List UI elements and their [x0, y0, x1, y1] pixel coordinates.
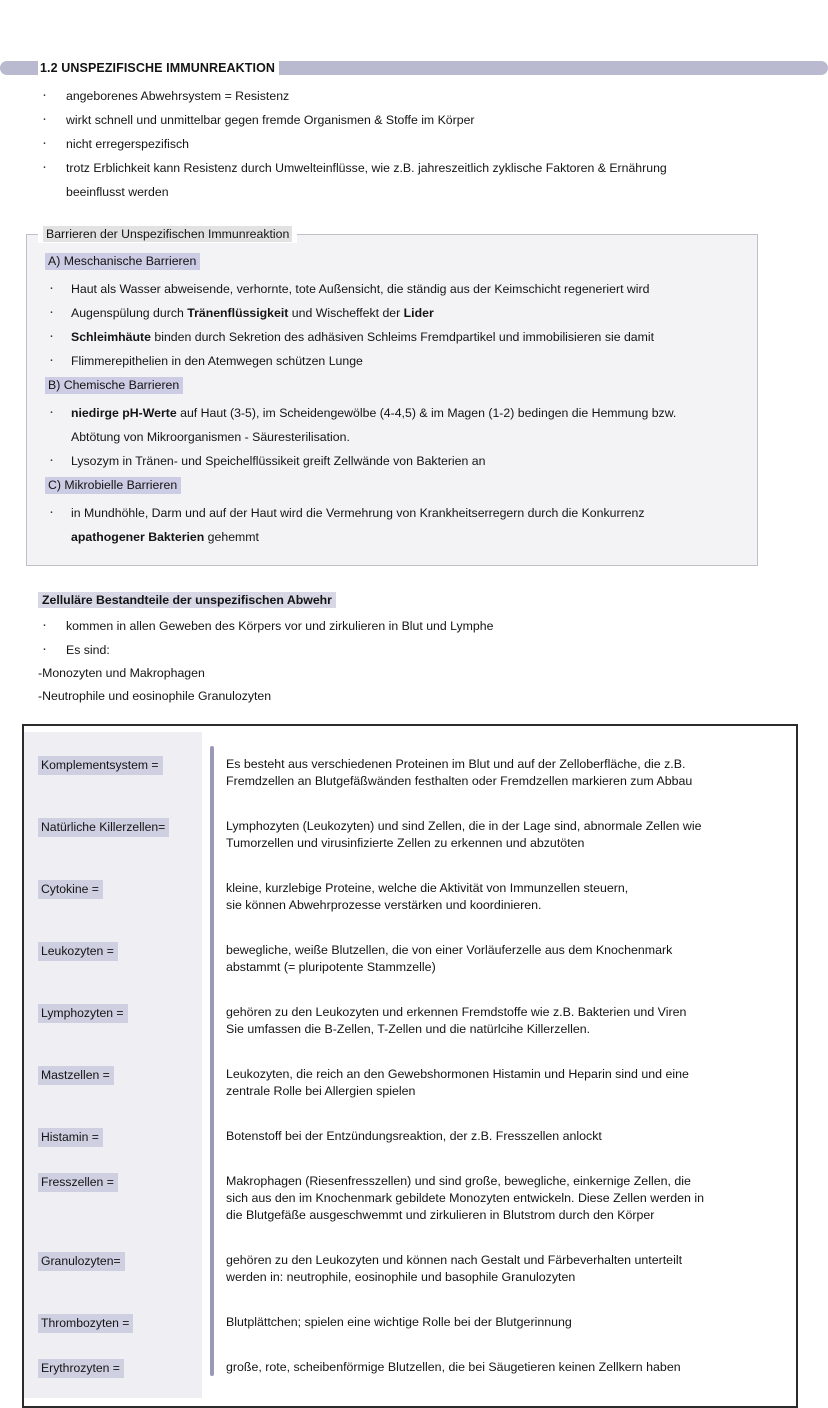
glossary-term-label: Natürliche Killerzellen=	[38, 818, 169, 837]
emphasis-text: niedirge pH-Werte	[71, 406, 177, 420]
intro-bullet-item: · angeborenes Abwehrsystem = Resistenz	[38, 84, 828, 108]
glossary-definition-line: abstammt (= pluripotente Stammzelle)	[226, 960, 436, 974]
glossary-term-label: Granulozyten=	[38, 1252, 125, 1271]
emphasis-text: apathogener Bakterien	[71, 530, 205, 544]
cellular-plain-line: -Monozyten und Makrophagen	[38, 666, 205, 680]
glossary-term	[24, 1300, 202, 1345]
body-text: in Mundhöhle, Darm und auf der Haut wird die Vermehrung von Krankheitserregern durch die Konkurrenz	[71, 506, 645, 520]
glossary-definition-line: die Blutgefäße ausgeschwemmt und zirkulieren in Blutstrom durch den Körper	[226, 1208, 655, 1222]
glossary-term-label: Fresszellen =	[38, 1173, 118, 1192]
glossary-table	[22, 724, 798, 1408]
glossary-term-label: Komplementsystem =	[38, 756, 163, 775]
emphasis-text: Lider	[403, 306, 434, 320]
body-text: binden durch Sekretion des adhäsiven Schleims Fremdpartikel und immobilisieren sie damit	[150, 330, 655, 344]
barrier-group-list	[33, 277, 747, 373]
barrier-group-heading	[45, 475, 747, 495]
glossary-term	[24, 1114, 202, 1159]
glossary-definition-line: bewegliche, weiße Blutzellen, die von einer Vorläuferzelle aus dem Knochenmark	[226, 943, 673, 957]
glossary-term-label: Thrombozyten =	[38, 1314, 133, 1333]
section-heading	[0, 58, 828, 78]
barrier-bullet-item	[45, 425, 747, 449]
body-text: gehemmt	[204, 530, 259, 544]
glossary-definition-line: Es besteht aus verschiedenen Proteinen im Blut und auf der Zelloberfläche, die z.B.	[226, 757, 686, 771]
barrier-bullet-item	[45, 277, 747, 301]
barriers-box	[26, 234, 758, 566]
barriers-legend-label: Barrieren der Unspezifischen Immunreaktion	[43, 226, 292, 242]
glossary-definition	[224, 742, 788, 804]
barrier-group-heading	[45, 375, 747, 395]
glossary-definition-line: Sie umfassen die B-Zellen, T-Zellen und die natürlcihe Killerzellen.	[226, 1022, 591, 1036]
glossary-definition	[224, 1345, 788, 1390]
intro-bullet-item: · nicht erregerspezifisch	[38, 132, 828, 156]
glossary-term	[24, 866, 202, 928]
glossary-definition-line: Makrophagen (Riesenfresszellen) und sind große, bewegliche, einkernige Zellen, die	[226, 1174, 691, 1188]
barrier-bullet-item	[45, 325, 747, 349]
glossary-definition-line: Lymphozyten (Leukozyten) und sind Zellen, die in der Lage sind, abnormale Zellen wie	[226, 819, 702, 833]
body-text: Lysozym in Tränen- und Speichelflüssikeit greift Zellwände von Bakterien an	[71, 454, 486, 468]
barrier-bullet-item	[45, 449, 747, 473]
barrier-bullet-item	[45, 301, 747, 325]
barrier-group-heading-label: C) Mikrobielle Barrieren	[45, 477, 181, 494]
glossary-definition	[224, 804, 788, 866]
glossary-term-label: Mastzellen =	[38, 1066, 114, 1085]
glossary-definition-line: Leukozyten, die reich an den Gewebshormonen Histamin und Heparin sind und eine	[226, 1067, 689, 1081]
emphasis-text: Schleimhäute	[71, 330, 151, 344]
body-text: Haut als Wasser abweisende, verhornte, tote Außensicht, die ständig aus der Keimschicht regeneriert wird	[71, 282, 650, 296]
glossary-term-label: Leukozyten =	[38, 942, 118, 961]
barrier-bullet-item	[45, 501, 747, 525]
body-text: Augenspülung durch	[71, 306, 188, 320]
glossary-definition-line: Botenstoff bei der Entzündungsreaktion, der z.B. Fresszellen anlockt	[226, 1129, 602, 1143]
body-text: auf Haut (3-5), im Scheidengewölbe (4-4,5) & im Magen (1-2) bedingen die Hemmung bzw.	[176, 406, 677, 420]
glossary-definition-line: Tumorzellen und virusinfizierte Zellen zu erkennen und abzutöten	[226, 836, 585, 850]
body-text: Flimmerepithelien in den Atemwegen schützen Lunge	[71, 354, 363, 368]
glossary-term-column	[24, 732, 202, 1398]
glossary-definition-column	[214, 732, 796, 1398]
glossary-definition	[224, 1300, 788, 1345]
glossary-definition-line: Fremdzellen an Blutgefäßwänden festhalten oder Fremdzellen markieren zum Abbau	[226, 774, 693, 788]
glossary-term-label: Histamin =	[38, 1128, 103, 1147]
body-text: Abtötung von Mikroorganismen - Säuresterilisation.	[71, 430, 350, 444]
barriers-section	[26, 227, 802, 566]
barrier-bullet-item	[45, 349, 747, 373]
barrier-group-heading	[45, 251, 747, 271]
glossary-definition	[224, 1052, 788, 1114]
body-text: und Wischeffekt der	[288, 306, 404, 320]
cellular-heading-label: Zelluläre Bestandteile der unspezifischen Abwehr	[38, 592, 336, 608]
glossary-term	[24, 990, 202, 1052]
page-title: 1.2 UNSPEZIFISCHE IMMUNREAKTION	[38, 58, 279, 78]
glossary-definition	[224, 990, 788, 1052]
glossary-term	[24, 804, 202, 866]
barrier-group-heading-label: A) Meschanische Barrieren	[45, 253, 200, 270]
emphasis-text: Tränenflüssigkeit	[187, 306, 289, 320]
cellular-bullet-list	[0, 614, 828, 662]
glossary-definition-line: sich aus den im Knochenmark gebildete Monozyten entwickeln. Diese Zellen werden in	[226, 1191, 704, 1205]
barriers-legend	[38, 225, 297, 243]
barrier-group-list	[33, 501, 747, 549]
glossary-definition-line: sie können Abwehrprozesse verstärken und koordinieren.	[226, 898, 542, 912]
intro-bullet-item: · wirkt schnell und unmittelbar gegen fremde Organismen & Stoffe im Körper	[38, 108, 828, 132]
glossary-definition	[224, 1114, 788, 1159]
cellular-bullet-item: · kommen in allen Geweben des Körpers vor und zirkulieren in Blut und Lymphe	[38, 614, 828, 638]
cellular-plain-line: -Neutrophile und eosinophile Granulozyten	[38, 689, 272, 703]
glossary-definition-line: große, rote, scheibenförmige Blutzellen, die bei Säugetieren keinen Zellkern haben	[226, 1360, 681, 1374]
glossary-term-label: Erythrozyten =	[38, 1359, 124, 1378]
cellular-heading	[38, 590, 336, 610]
intro-bullet-item: · trotz Erblichkeit kann Resistenz durch Umwelteinflüsse, wie z.B. jahreszeitlich zyklische Faktoren & Ernährung	[38, 156, 828, 180]
barrier-group-heading-label: B) Chemische Barrieren	[45, 377, 183, 394]
cellular-bullet-item: · Es sind:	[38, 638, 828, 662]
barrier-group-list	[33, 401, 747, 473]
glossary-term	[24, 928, 202, 990]
cellular-plain-lines	[0, 662, 828, 708]
glossary-term	[24, 742, 202, 804]
glossary-definition	[224, 1238, 788, 1300]
glossary-definition	[224, 866, 788, 928]
glossary-definition-line: gehören zu den Leukozyten und erkennen Fremdstoffe wie z.B. Bakterien und Viren	[226, 1005, 687, 1019]
glossary-term-label: Cytokine =	[38, 880, 103, 899]
barrier-bullet-item	[45, 401, 747, 425]
intro-bullet-item: beeinflusst werden	[66, 185, 169, 199]
intro-bullet-list	[0, 84, 828, 204]
glossary-definition-line: gehören zu den Leukozyten und können nach Gestalt und Färbeverhalten unterteilt	[226, 1253, 683, 1267]
cellular-components-section	[0, 590, 828, 708]
glossary-term	[24, 1345, 202, 1390]
glossary-definition-line: kleine, kurzlebige Proteine, welche die Aktivität von Immunzellen steuern,	[226, 881, 629, 895]
glossary-definition	[224, 928, 788, 990]
glossary-definition-line: werden in: neutrophile, eosinophile und basophile Granulozyten	[226, 1270, 576, 1284]
glossary-definition-line: zentrale Rolle bei Allergien spielen	[226, 1084, 416, 1098]
glossary-term	[24, 1052, 202, 1114]
glossary-term-label: Lymphozyten =	[38, 1004, 128, 1023]
barrier-bullet-item	[45, 525, 747, 549]
glossary-term	[24, 1238, 202, 1300]
glossary-definition-line: Blutplättchen; spielen eine wichtige Rolle bei der Blutgerinnung	[226, 1315, 572, 1329]
